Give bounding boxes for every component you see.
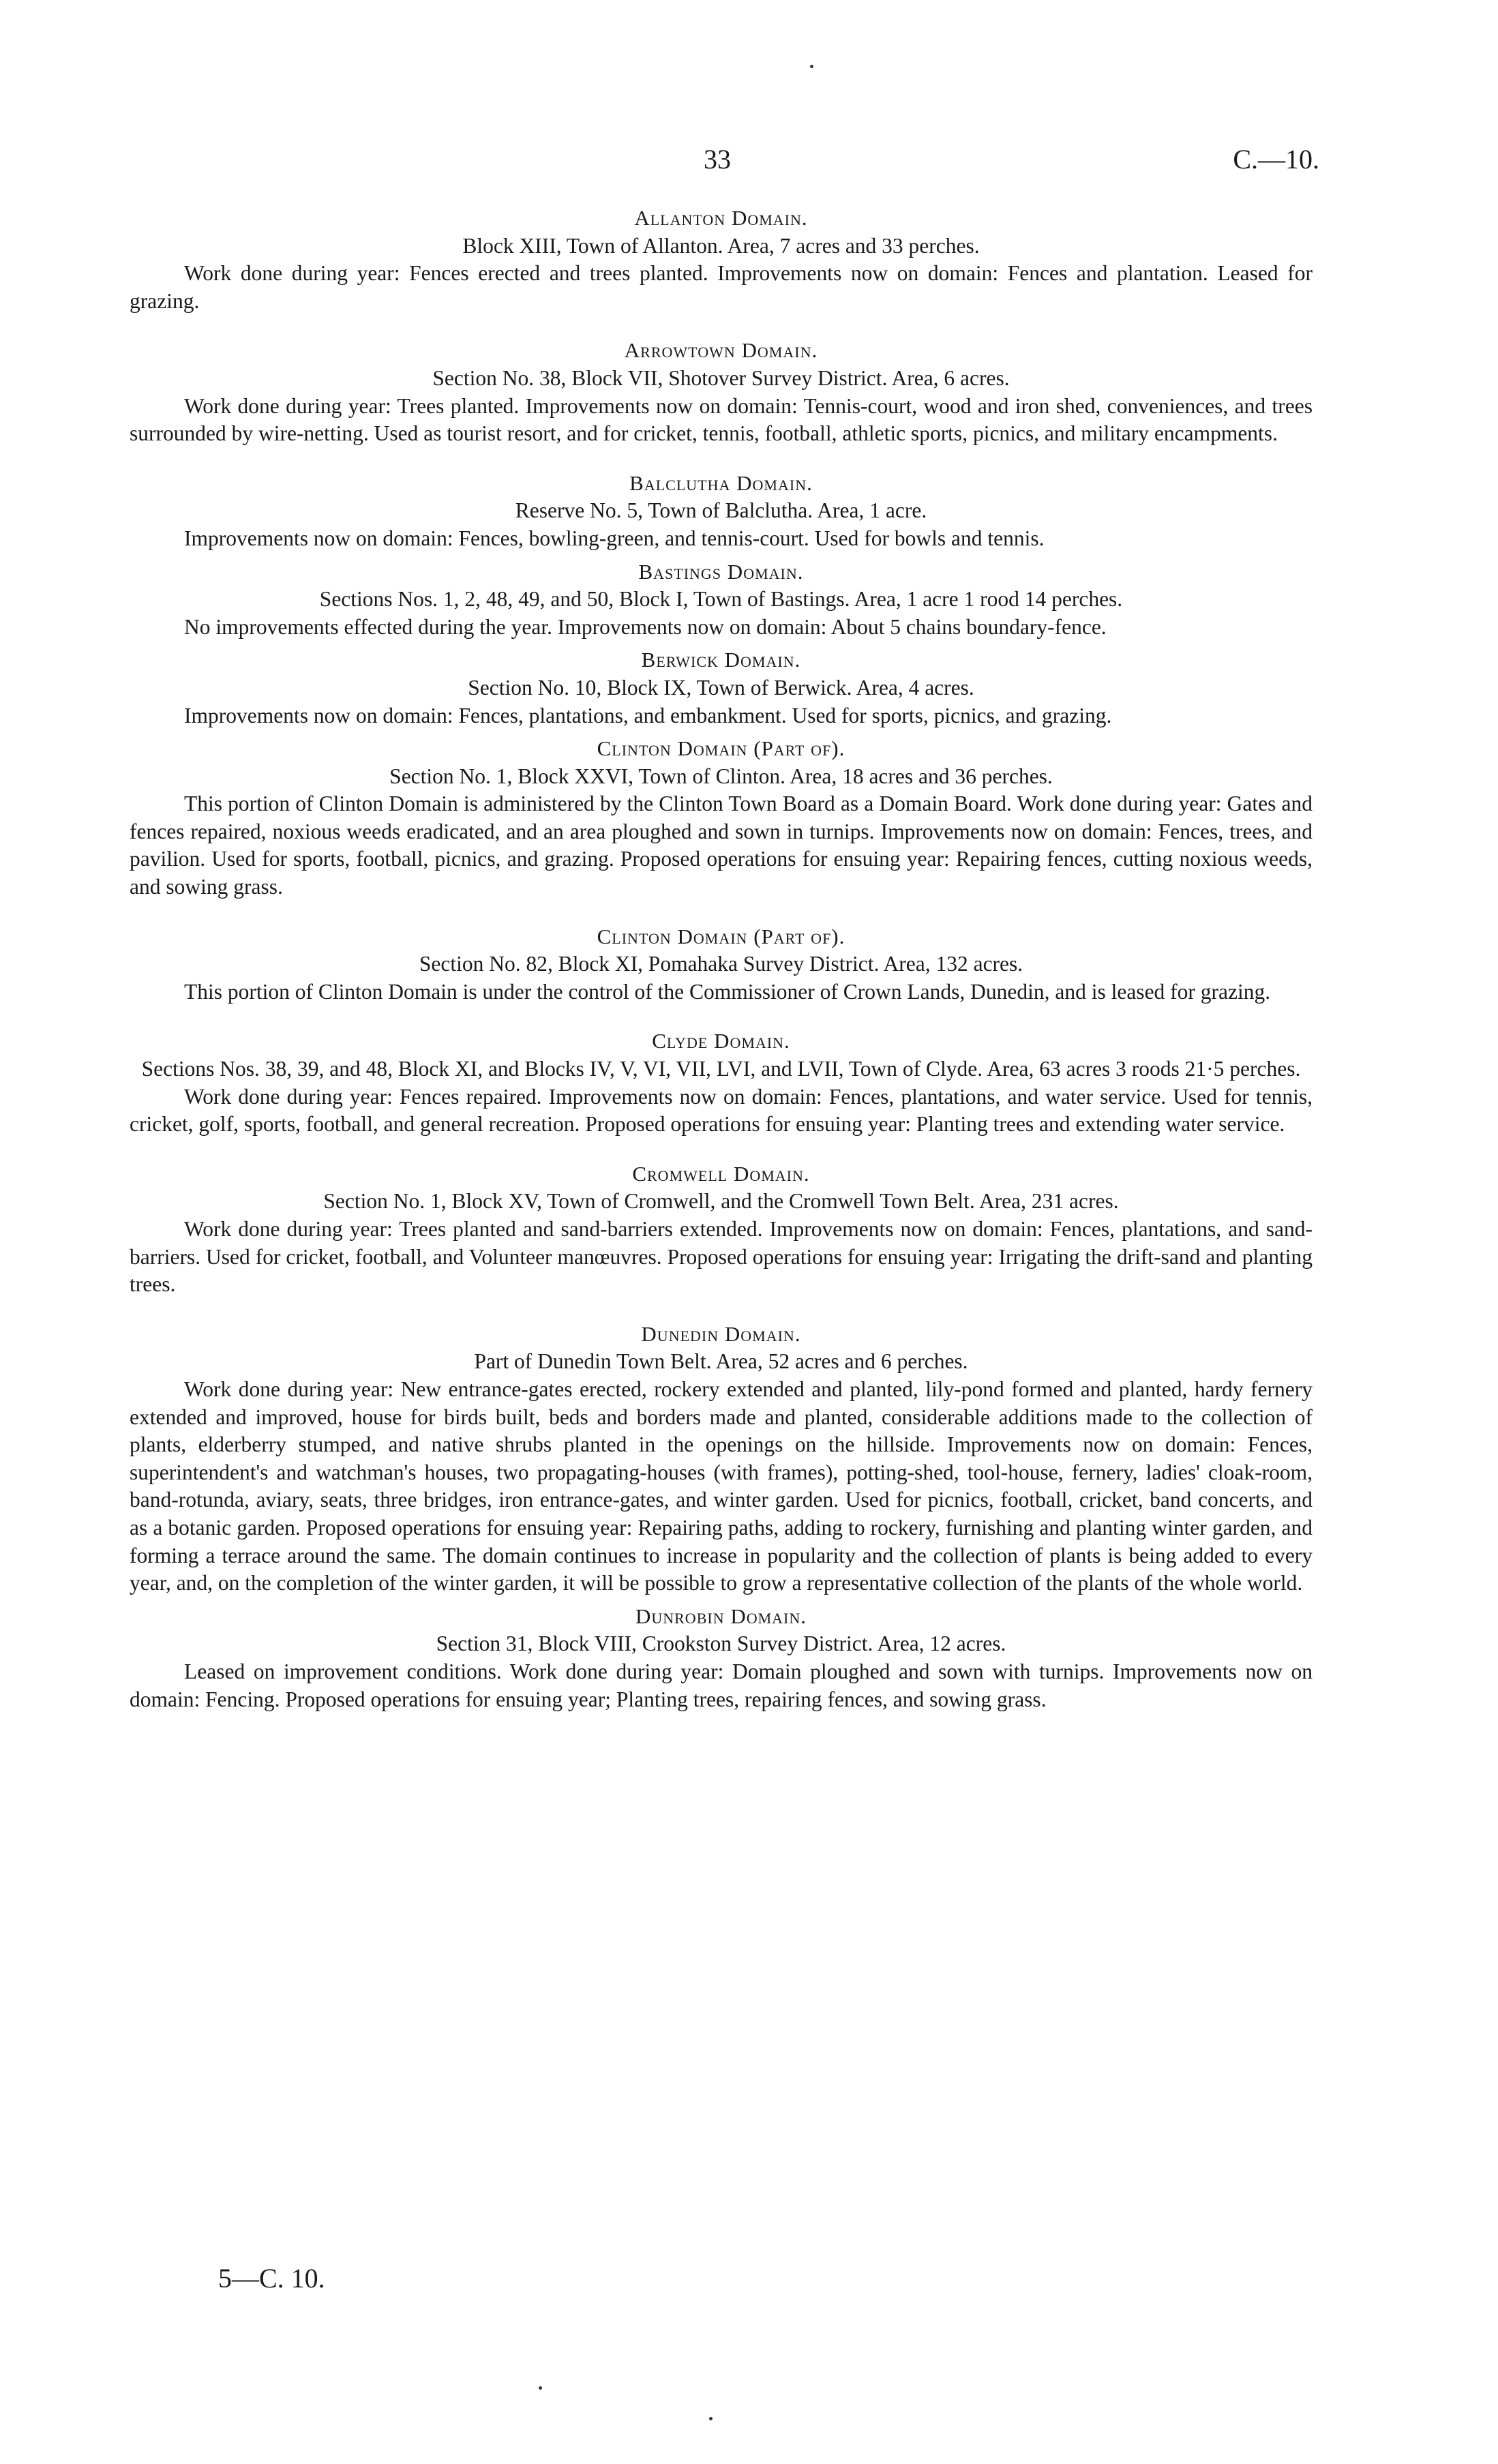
footer-signature: 5—C. 10.	[218, 2263, 325, 2294]
section-title: Clinton Domain (Part of).	[597, 924, 845, 948]
section-title: Allanton Domain.	[634, 206, 808, 230]
section-subtitle: Block XIII, Town of Allanton. Area, 7 acres and 33 perches.	[462, 233, 980, 258]
section-cromwell-domain	[130, 1160, 1313, 1299]
section-title: Arrowtown Domain.	[624, 338, 818, 363]
section-subtitle: Section 31, Block VIII, Crookston Survey District. Area, 12 acres.	[436, 1632, 1006, 1656]
section-body: This portion of Clinton Domain is administered by the Clinton Town Board as a Domain Board. Work done during year: Gates and fences repaired, noxious weeds eradicated, and an area ploughed and sown in turnips. Improvements now on domain: Fences, trees, and pavilion. Used for sports, football, picnics, and grazing. Proposed operations for ensuing year: Repairing fences, cutting noxious weeds, and sowing grass.	[130, 792, 1313, 899]
section-subtitle: Reserve No. 5, Town of Balclutha. Area, 1 acre.	[515, 498, 927, 523]
section-subtitle: Part of Dunedin Town Belt. Area, 52 acres and 6 perches.	[474, 1349, 968, 1374]
section-berwick-domain	[130, 646, 1313, 730]
section-bastings-domain	[130, 558, 1313, 642]
section-clinton-domain-part-2	[130, 923, 1313, 1006]
section-title: Dunedin Domain.	[641, 1321, 801, 1346]
section-body: Improvements now on domain: Fences, bowling-green, and tennis-court. Used for bowls and tennis.	[184, 526, 1045, 550]
print-speck	[539, 2386, 542, 2390]
section-subtitle: Sections Nos. 38, 39, and 48, Block XI, and Blocks IV, V, VI, VII, LVI, and LVII, Town of Clyde. Area, 63 acres 3 roods 21·5 perches.	[141, 1057, 1301, 1081]
section-body: No improvements effected during the year. Improvements now on domain: About 5 chains boundary-fence.	[184, 614, 1107, 639]
print-speck	[709, 2417, 713, 2420]
section-subtitle: Section No. 1, Block XXVI, Town of Clinton. Area, 18 acres and 36 perches.	[389, 764, 1053, 788]
section-title: Dunrobin Domain.	[635, 1604, 807, 1628]
section-dunrobin-domain	[130, 1603, 1313, 1713]
section-body: Work done during year: New entrance-gates erected, rockery extended and planted, lily-pond formed and planted, hardy fernery extended and improved, house for birds built, beds and borders made and planted, considerable additions made to the collection of plants, elderberry stumped, and native shrubs planted in the openings on the hillside. Improvements now on domain: Fences, superintendent's and watchman's houses, two propagating-houses (with frames), potting-shed, tool-house, fernery, ladies' cloak-room, band-rotunda, aviary, seats, three bridges, iron entrance-gates, and winter garden. Used for picnics, football, cricket, band concerts, and as a botanic garden. Proposed operations for ensuing year: Repairing paths, adding to rockery, furnishing and planting winter garden, and forming a terrace around the same. The domain continues to increase in popularity and the collection of plants is being added to every year, and, on the completion of the winter garden, it will be possible to grow a representative collection of the plants of the whole world.	[130, 1377, 1313, 1595]
section-clinton-domain-part-1	[130, 735, 1313, 901]
section-subtitle: Sections Nos. 1, 2, 48, 49, and 50, Block I, Town of Bastings. Area, 1 acre 1 rood 14 perches.	[319, 587, 1123, 612]
section-body: Work done during year: Trees planted and sand-barriers extended. Improvements now on domain: Fences, plantations, and sand-barriers. Used for cricket, football, and Volunteer manœuvres. Proposed operations for ensuing year: Irrigating the drift-sand and planting trees.	[130, 1217, 1313, 1297]
page-header	[0, 143, 1498, 184]
section-body: Work done during year: Fences erected and trees planted. Improvements now on domain: Fences and plantation. Leased for grazing.	[130, 261, 1313, 313]
page-content	[130, 205, 1313, 1713]
section-body: Work done during year: Trees planted. Improvements now on domain: Tennis-court, wood and iron shed, conveniences, and trees surrounded by wire-netting. Used as tourist resort, and for cricket, tennis, football, athletic sports, picnics, and military encampments.	[130, 393, 1313, 446]
section-title: Berwick Domain.	[641, 648, 801, 672]
section-subtitle: Section No. 1, Block XV, Town of Cromwell, and the Cromwell Town Belt. Area, 231 acres.	[323, 1189, 1119, 1214]
section-allanton-domain	[130, 205, 1313, 315]
section-arrowtown-domain	[130, 337, 1313, 447]
section-dunedin-domain	[130, 1321, 1313, 1597]
section-body: Work done during year: Fences repaired. Improvements now on domain: Fences, plantations, and water service. Used for tennis, cricket, golf, sports, football, and general recreation. Proposed operations for ensuing year: Planting trees and extending water service.	[130, 1084, 1313, 1137]
section-body: Leased on improvement conditions. Work done during year: Domain ploughed and sown with turnips. Improvements now on domain: Fencing. Proposed operations for ensuing year; Planting trees, repairing fences, and sowing grass.	[130, 1659, 1313, 1711]
section-subtitle: Section No. 38, Block VII, Shotover Survey District. Area, 6 acres.	[432, 365, 1010, 390]
section-subtitle: Section No. 10, Block IX, Town of Berwick. Area, 4 acres.	[468, 675, 974, 700]
section-balclutha-domain	[130, 470, 1313, 553]
section-title: Cromwell Domain.	[632, 1161, 810, 1186]
section-title: Balclutha Domain.	[629, 470, 813, 495]
page-number: 33	[704, 144, 731, 175]
section-body: This portion of Clinton Domain is under the control of the Commissioner of Crown Lands, Dunedin, and is leased for grazing.	[184, 979, 1271, 1004]
section-title: Clinton Domain (Part of).	[597, 736, 845, 761]
print-speck	[810, 65, 813, 68]
section-subtitle: Section No. 82, Block XI, Pomahaka Survey District. Area, 132 acres.	[419, 952, 1023, 976]
document-reference: C.—10.	[1233, 144, 1319, 175]
section-body: Improvements now on domain: Fences, plantations, and embankment. Used for sports, picnics, and grazing.	[184, 703, 1112, 727]
section-clyde-domain	[130, 1027, 1313, 1138]
section-title: Clyde Domain.	[652, 1029, 790, 1053]
section-title: Bastings Domain.	[638, 559, 804, 584]
